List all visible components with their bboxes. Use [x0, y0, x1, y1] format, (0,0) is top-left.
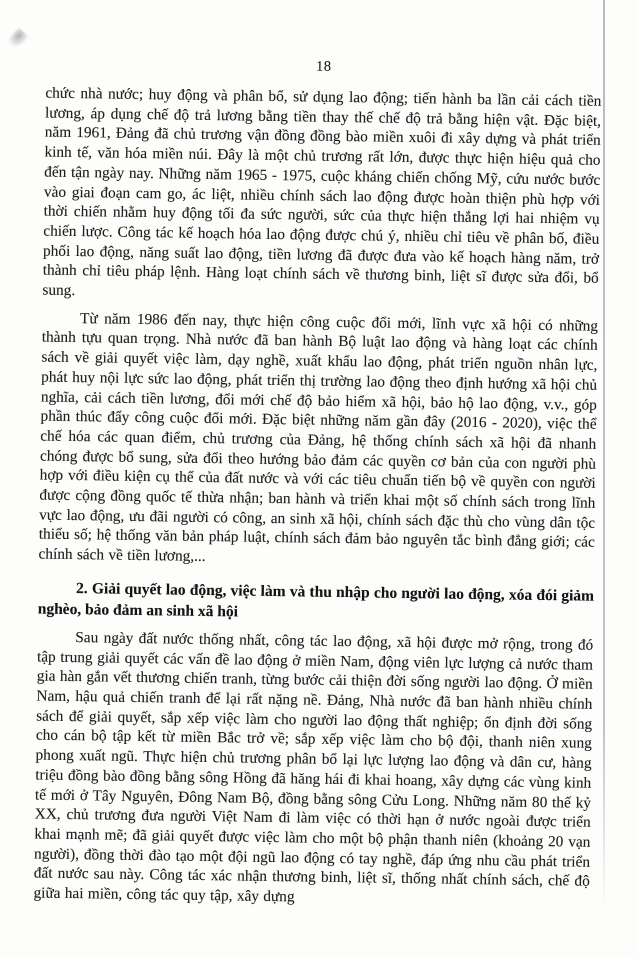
paragraph-doi-moi-period: Từ năm 1986 đến nay, thực hiện công cuộc đổi mới, lĩnh vực xã hội có những thành tựu quan trọng. Nhà nước đã ban hành Bộ luật lao động và hàng loạt các chính sách về giải quyết việc làm, dạy nghề, xuất khẩu lao động, phát triển nguồn nhân lực, phát huy nội lực sức lao động, phát triển thị trường lao động theo định hướng xã hội chủ nghĩa, cải cách tiền lương, đổi mới chế độ bảo hiểm xã hội, bảo hộ lao động, v.v., góp phần thúc đẩy công cuộc đổi mới. Đặc biệt những năm gần đây (2016 - 2020), việc thể chế hóa các quan điểm, chủ trương của Đảng, hệ thống chính sách xã hội đã nhanh chóng được bổ sung, sửa đổi theo hướng bảo đảm các quyền cơ bản của con người phù hợp với điều kiện cụ thể của đất nước và với các tiêu chuẩn tiến bộ về quyền con người được cộng đồng quốc tế thừa nhận; ban hành và triển khai một số chính sách trong lĩnh vực lao động, ưu đãi người có công, an sinh xã hội, chính sách đặc thù cho vùng dân tộc thiểu số; hệ thống văn bản pháp luật, chính sách đảm bảo nguyên tắc bình đẳng giới; các chính sách về tiền lương,... [38, 309, 599, 566]
section-heading: 2. Giải quyết lao động, việc làm và thu nhập cho người lao động, xóa đói giảm nghèo, bảo đảm an sinh xã hội [37, 579, 595, 621]
scan-smudge-mark [7, 28, 29, 51]
scan-edge-line [603, 0, 605, 912]
paragraph-labor-policy-history: chức nhà nước; huy động và phân bổ, sử dụng lao động; tiến hành ba lần cải cách tiền lương, áp dụng chế độ trả lương bằng tiền thay thế chế độ trả bằng hiện vật. Đặc biệt, năm 1961, Đảng đã chủ trương vận đồng đồng bào miền xuôi đi xây dựng và phát triển kinh tế, văn hóa miền núi. Đây là một chủ trương rất lớn, được thực hiện hiệu quả cho đến tận ngày nay. Những năm 1965 - 1975, cuộc kháng chiến chống Mỹ, cứu nước bước vào giai đoạn cam go, ác liệt, nhiều chính sách lao động được hoàn thiện phù hợp với thời chiến nhằm huy động tối đa sức người, sức của thực hiện thắng lợi hai nhiệm vụ chiến lược. Công tác kế hoạch hóa lao động được chú ý, nhiều chỉ tiêu về phân bố, điều phối lao động, năng suất lao động, tiền lương đã được đưa vào kế hoạch hàng năm, trở thành chỉ tiêu pháp lệnh. Hàng loạt chính sách về thương binh, liệt sĩ được sửa đổi, bổ sung. [42, 84, 602, 300]
page-number: 18 [315, 58, 332, 75]
page-content [33, 54, 602, 912]
paragraph-post-reunification: Sau ngày đất nước thống nhất, công tác lao động, xã hội được mở rộng, trong đó tập trung giải quyết các vấn đề lao động ở miền Nam, động viên lực lượng cả nước tham gia hàn gắn vết thương chiến tranh, từng bước cải thiện đời sống người lao động. Ở miền Nam, hậu quả chiến tranh để lại rất nặng nề. Đảng, Nhà nước đã ban hành nhiều chính sách để giải quyết, sắp xếp việc làm cho người lao động thất nghiệp; ổn định đời sống cho cán bộ tập kết từ miền Bắc trở về; sắp xếp việc làm cho bộ đội, thanh niên xung phong xuất ngũ. Thực hiện chủ trương phân bổ lại lực lượng lao động và dân cư, hàng triệu đồng bào đồng bằng sông Hồng đã hăng hái đi khai hoang, xây dựng các vùng kinh tế mới ở Tây Nguyên, Đông Nam Bộ, đồng bằng sông Cửu Long. Những năm 80 thế kỷ XX, chủ trương đưa người Việt Nam đi làm việc có thời hạn ở nước ngoài được triển khai mạnh mẽ; đã giải quyết được việc làm cho một bộ phận thanh niên (khoảng 20 vạn người), đồng thời đào tạo một đội ngũ lao động có tay nghề, đáp ứng nhu cầu phát triển đất nước sau này. Công tác xác nhận thương binh, liệt sĩ, thống nhất chính sách, chế độ giữa hai miền, công tác quy tập, xây dựng [33, 628, 594, 906]
